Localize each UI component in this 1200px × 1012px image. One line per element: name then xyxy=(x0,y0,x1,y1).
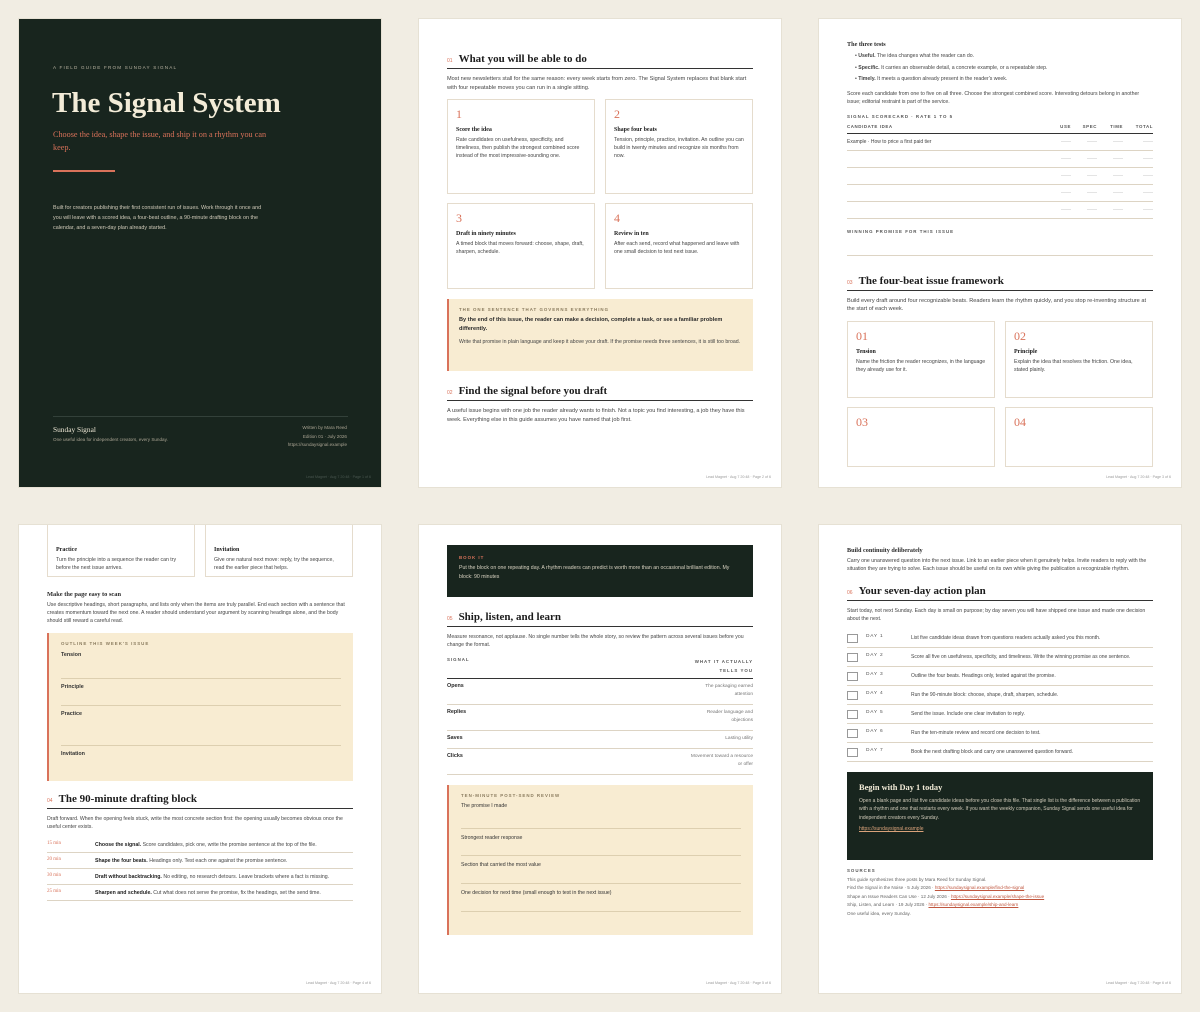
card-body: A timed block that moves forward: choose, shape, draft, sharpen, schedule. xyxy=(456,241,584,256)
col-use: USE xyxy=(1060,123,1071,129)
cover-edition: Edition 01 · July 2026 xyxy=(302,433,347,439)
section-title: Find the signal before you draft xyxy=(458,385,608,398)
promise-callout xyxy=(447,299,753,371)
continuity-title: Build continuity deliberately xyxy=(847,547,923,554)
cover-divider xyxy=(53,416,348,417)
cover-brand: Sunday Signal xyxy=(53,425,96,434)
cover-author: Written by Mara Reed xyxy=(302,425,347,430)
beat-body: Name the friction the reader recognizes, in the language they already use for it. xyxy=(856,358,986,373)
beat-card xyxy=(1005,407,1153,467)
section-header-06 xyxy=(847,585,1153,601)
beat-number: 02 xyxy=(1014,328,1026,343)
step-time: 30 min xyxy=(47,873,62,878)
section-body: Draft forward. When the opening feels stuck, write the most concrete section first: the opening usually becomes obvious once the useful center exists. xyxy=(47,816,343,830)
day-checkbox[interactable] xyxy=(847,634,858,643)
section-body: Measure resonance, not applause. No single number tells the whole story, so review the pattern across several issues before you change the format. xyxy=(447,634,744,648)
col-spec: SPEC xyxy=(1082,123,1097,129)
day-row xyxy=(847,705,1153,724)
winning-promise-label: WINNING PROMISE FOR THIS ISSUE xyxy=(847,228,955,234)
timeline-step xyxy=(47,885,353,901)
closing-line: One useful idea, every Sunday. xyxy=(847,910,911,916)
winning-promise-field[interactable] xyxy=(847,234,1153,256)
beats-grid xyxy=(847,321,1153,467)
card-number: 1 xyxy=(456,107,462,122)
review-label: TEN-MINUTE POST-SEND REVIEW xyxy=(461,793,561,798)
beat-card xyxy=(847,321,995,398)
col-total: TOTAL xyxy=(1135,123,1153,129)
section-header-03 xyxy=(847,275,1153,291)
outline-field[interactable]: Tension xyxy=(61,652,341,679)
table-row[interactable]: —— —— —— —— xyxy=(847,151,1153,168)
beat-title: Invitation xyxy=(214,547,240,553)
step-text: Sharpen and schedule. Cut what does not serve the promise, fix the headings, set the send time. xyxy=(95,890,321,896)
beat-body: Give one natural next move: reply, try the sequence, read the earlier piece that helps. xyxy=(214,557,334,571)
outline-field[interactable]: Practice xyxy=(61,706,341,746)
continuity-body: Carry one unanswered question into the next issue. Link to an earlier piece when it genuinely helps. Invite readers to reply with the situation they are trying to solve. Each issue should be useful on its own while giving the publication a recognizable rhythm. xyxy=(847,558,1147,572)
day-label: DAY 4 xyxy=(866,691,884,696)
outline-field[interactable]: Principle xyxy=(61,679,341,706)
section-header-01 xyxy=(447,53,753,69)
beat-title: Tension xyxy=(856,348,876,355)
cover-accent-rule xyxy=(53,170,115,172)
table-row: Opens The packaging earned attention xyxy=(447,679,753,705)
day-checkbox[interactable] xyxy=(847,729,858,738)
day-row xyxy=(847,724,1153,743)
callout-bold: By the end of this issue, the reader can make a decision, complete a task, or see a familiar problem differently. xyxy=(459,317,723,333)
page-5 xyxy=(419,525,781,993)
book-it-label: BOOK IT xyxy=(459,555,485,560)
beat-card xyxy=(47,525,195,577)
review-field[interactable]: Strongest reader response xyxy=(461,829,741,856)
section-title: Your seven-day action plan xyxy=(858,585,986,597)
page-footer: Lead Magnet · Aug 7 20:48 · Page 4 of 6 xyxy=(306,981,371,985)
beat-card xyxy=(1005,321,1153,398)
day-checkbox[interactable] xyxy=(847,710,858,719)
cta-body: Open a blank page and list five candidate ideas before you close this file. That single list is the difference between a publication with a rhythm and one that restarts every week. If you want the weekly companion, Sunday Signal sends one useful idea for independent creators every Sunday. xyxy=(859,798,1141,821)
card-title: Draft in ninety minutes xyxy=(456,231,516,238)
page-footer: Lead Magnet · Aug 7 20:48 · Page 3 of 6 xyxy=(1102,475,1171,479)
section-title: What you will be able to do xyxy=(458,53,587,65)
cover-title: The Signal System xyxy=(52,87,281,119)
section-number: 02 xyxy=(447,390,453,397)
source-link[interactable]: https://sundaysignal.example/shape-the-issue xyxy=(950,893,1045,899)
beat-body: Explain the idea that resolves the friction. One idea, stated plainly. xyxy=(1014,358,1133,373)
day-row xyxy=(847,667,1153,686)
day-row xyxy=(847,686,1153,705)
tests-list xyxy=(847,51,1153,86)
table-row: Saves Lasting utility xyxy=(447,731,753,749)
capability-card xyxy=(447,99,595,194)
outline-field[interactable]: Invitation xyxy=(61,751,85,757)
col-candidate: CANDIDATE IDEA xyxy=(847,123,893,129)
col-meaning: WHAT IT ACTUALLY TELLS YOU xyxy=(694,659,753,673)
beat-number: 03 xyxy=(856,414,868,429)
tests-title: The three tests xyxy=(847,41,886,48)
card-number: 4 xyxy=(614,211,620,226)
beats-grid-continued xyxy=(47,525,353,577)
timeline xyxy=(47,837,353,901)
page-6 xyxy=(819,525,1181,993)
card-body: After each send, record what happened and leave with one small decision to test next issue. xyxy=(614,241,740,256)
table-row: Replies Reader language and objections xyxy=(447,705,753,731)
book-it-body: Put the block on one repeating day. A rhythm readers can predict is worth more than an occasional brilliant edition. My block: 90 minutes xyxy=(459,565,730,580)
beat-number: 01 xyxy=(856,328,868,343)
cta-panel xyxy=(847,772,1153,860)
card-title: Shape four beats xyxy=(614,127,657,134)
section-number: 06 xyxy=(847,590,853,596)
beat-title: Practice xyxy=(56,547,77,553)
beat-body: Turn the principle into a sequence the reader can try before the next issue arrives. xyxy=(56,557,177,571)
cover-tagline: One useful idea for independent creators, every Sunday. xyxy=(53,437,168,442)
card-number: 2 xyxy=(614,107,620,122)
day-label: DAY 1 xyxy=(866,634,884,639)
cta-title: Begin with Day 1 today xyxy=(859,783,943,792)
day-task: Run the ten-minute review and record one decision to test. xyxy=(911,730,1041,736)
day-label: DAY 3 xyxy=(866,672,884,677)
review-field[interactable]: One decision for next time (small enough to test in the next issue) xyxy=(461,884,741,912)
step-time: 20 min xyxy=(47,857,62,862)
step-text: Choose the signal. Score candidates, pick one, write the promise sentence at the top of the file. xyxy=(95,842,317,848)
card-title: Review in ten xyxy=(614,231,649,238)
section-number: 03 xyxy=(847,279,853,286)
section-body: Most new newsletters stall for the same reason: every week starts from zero. The Signal System replaces that blank start with four repeatable moves you can run in a single sitting. xyxy=(447,76,747,91)
beat-number: 04 xyxy=(1014,414,1026,429)
day-row xyxy=(847,629,1153,648)
table-row[interactable]: Example · How to price a first paid tier —— —— —— —— xyxy=(847,134,1153,151)
card-body: Rate candidates on usefulness, specificity, and timeliness, then publish the strongest combined score instead of the most impressive-sounding one. xyxy=(456,137,580,160)
cover-subtitle: Choose the idea, shape the issue, and ship it on a rhythm you can keep. xyxy=(53,130,267,152)
signals-table xyxy=(447,657,753,775)
review-field[interactable]: Section that carried the most value xyxy=(461,856,741,884)
test-item: • Specific. It carries an observable detail, a concrete example, or a repeatable step. xyxy=(855,64,1048,71)
step-text: Shape the four beats. Headings only. Test each one against the promise sentence. xyxy=(95,858,288,864)
day-task: Score all five on usefulness, specificity, and timeliness. Write the winning promise as one sentence. xyxy=(911,654,1131,660)
section-body: Start today, not next Sunday. Each day is small on purpose; by day seven you will have shipped one issue and made one decision about the next. xyxy=(847,608,1146,622)
review-worksheet xyxy=(447,785,753,935)
timeline-step xyxy=(47,869,353,885)
step-text: Draft without backtracking. No editing, no research detours. Leave brackets where a fact is missing. xyxy=(95,874,330,880)
step-time: 25 min xyxy=(47,889,62,894)
capability-card xyxy=(605,203,753,289)
capability-card xyxy=(605,99,753,194)
beat-card xyxy=(847,407,995,467)
table-row[interactable]: —— —— —— —— xyxy=(847,202,1153,219)
action-plan xyxy=(847,629,1153,762)
page-footer: Lead Magnet · Aug 7 20:48 · Page 1 of 6 xyxy=(306,475,371,479)
scorecard-label: SIGNAL SCORECARD · RATE 1 TO 5 xyxy=(847,113,954,119)
page-footer: Lead Magnet · Aug 7 20:48 · Page 2 of 6 xyxy=(706,475,771,479)
day-task: Send the issue. Include one clear invitation to reply. xyxy=(911,711,1025,717)
section-body: A useful issue begins with one job the reader already wants to finish. Not a topic you find interesting, a job they have this week. Everything else in this guide assumes you have named that job first. xyxy=(447,408,745,423)
table-row[interactable]: —— —— —— —— xyxy=(847,185,1153,202)
scan-body: Use descriptive headings, short paragraphs, and lists only when the items are truly parallel. End each section with a sentence that creates momentum toward the next one. A reader should understand your argument by scanning headings alone, and the body should still reward a careful read. xyxy=(47,602,345,624)
day-label: DAY 6 xyxy=(866,729,884,734)
day-task: Outline the four beats. Headings only, tested against the promise. xyxy=(911,673,1056,679)
col-time: TIME xyxy=(1110,123,1123,129)
section-header-04 xyxy=(47,793,353,809)
cover-url[interactable]: https://sundaysignal.example xyxy=(287,442,347,448)
capabilities-grid xyxy=(447,99,753,289)
review-field[interactable]: The promise I made xyxy=(461,803,741,829)
outline-worksheet xyxy=(47,633,353,781)
callout-body: Write that promise in plain language and keep it above your draft. If the promise needs three sentences, it is still too broad. xyxy=(459,339,741,346)
cover-intro: Built for creators publishing their first consistent run of issues. Work through it once and you will leave with a scored idea, a four-beat outline, a 90-minute drafting block on the calendar, and a seven-day plan already started. xyxy=(53,205,262,231)
sources-intro: This guide synthesizes three posts by Mara Reed for Sunday Signal. xyxy=(847,877,987,882)
step-time: 15 min xyxy=(47,841,62,846)
source-item: Find the Signal in the Noise · 5 July 2026 · https://sundaysignal.example/find-the-signal xyxy=(847,885,1025,891)
outline-label: OUTLINE THIS WEEK'S ISSUE xyxy=(61,641,150,646)
card-title: Score the idea xyxy=(456,127,492,134)
col-signal: SIGNAL xyxy=(447,657,470,662)
source-item: Ship, Listen, and Learn · 19 July 2026 · https://sundaysignal.example/ship-and-learn xyxy=(847,902,1019,908)
day-checkbox[interactable] xyxy=(847,653,858,662)
timeline-step xyxy=(47,837,353,853)
day-label: DAY 2 xyxy=(866,653,884,658)
sources-list xyxy=(847,876,1153,918)
card-body: Tension, principle, practice, invitation. An outline you can build in twenty minutes and recognize six months from now. xyxy=(614,137,744,160)
callout-label: THE ONE SENTENCE THAT GOVERNS EVERYTHING xyxy=(459,307,610,313)
source-item: Shape an Issue Readers Can Use · 12 July 2026 · https://sundaysignal.example/shape-the-issue xyxy=(847,893,1045,899)
sources-label: SOURCES xyxy=(847,868,876,873)
cover-eyebrow: A FIELD GUIDE FROM SUNDAY SIGNAL xyxy=(53,65,178,70)
page-cover xyxy=(19,19,381,487)
section-number: 01 xyxy=(447,58,453,64)
capability-card xyxy=(447,203,595,289)
page-4 xyxy=(19,525,381,993)
section-number: 04 xyxy=(47,798,53,804)
day-task: List five candidate ideas drawn from questions readers actually asked you this month. xyxy=(911,635,1101,641)
cta-link[interactable]: https://sundaysignal.example xyxy=(859,826,924,833)
table-row: Clicks Movement toward a resource or offer xyxy=(447,749,753,775)
day-row xyxy=(847,743,1153,762)
table-header xyxy=(447,657,753,679)
beat-card xyxy=(205,525,353,577)
section-title: The four-beat issue framework xyxy=(858,274,1004,287)
cover-meta xyxy=(288,424,347,450)
page-footer: Lead Magnet · Aug 7 20:48 · Page 6 of 6 xyxy=(1106,981,1171,985)
page-2 xyxy=(419,19,781,487)
scan-title: Make the page easy to scan xyxy=(47,591,122,598)
scorecard-table xyxy=(847,124,1153,219)
day-row xyxy=(847,648,1153,667)
beat-title: Principle xyxy=(1014,348,1038,355)
section-title: The 90-minute drafting block xyxy=(58,793,197,805)
section-header-02 xyxy=(447,385,753,401)
table-row[interactable]: —— —— —— —— xyxy=(847,168,1153,185)
day-label: DAY 7 xyxy=(866,748,884,753)
day-checkbox[interactable] xyxy=(847,691,858,700)
day-task: Run the 90-minute block: choose, shape, draft, sharpen, schedule. xyxy=(911,692,1059,698)
section-title: Ship, listen, and learn xyxy=(458,611,561,623)
section-number: 05 xyxy=(447,616,453,622)
score-instructions: Score each candidate from one to five on all three. Choose the strongest combined score. Interesting detours belong in another issue; editorial restraint is part of the service. xyxy=(847,90,1140,105)
section-body: Build every draft around four recognizable beats. Readers learn the rhythm quickly, and you stop re-inventing structure at the start of each week. xyxy=(847,297,1147,313)
source-link[interactable]: https://sundaysignal.example/ship-and-learn xyxy=(928,902,1019,908)
page-3 xyxy=(819,19,1181,487)
section-header-05 xyxy=(447,611,753,627)
day-task: Book the next drafting block and carry one unanswered question forward. xyxy=(911,749,1074,755)
book-it-panel xyxy=(447,545,753,597)
day-checkbox[interactable] xyxy=(847,672,858,681)
page-footer: Lead Magnet · Aug 7 20:48 · Page 5 of 6 xyxy=(706,981,771,985)
day-label: DAY 5 xyxy=(866,710,884,715)
scorecard-header xyxy=(847,124,1153,134)
card-number: 3 xyxy=(456,211,462,226)
test-item: • Timely. It meets a question already present in the reader's week. xyxy=(855,76,1008,82)
timeline-step xyxy=(47,853,353,869)
source-link[interactable]: https://sundaysignal.example/find-the-signal xyxy=(934,885,1025,891)
test-item: • Useful. The idea changes what the reader can do. xyxy=(855,53,975,59)
day-checkbox[interactable] xyxy=(847,748,858,757)
